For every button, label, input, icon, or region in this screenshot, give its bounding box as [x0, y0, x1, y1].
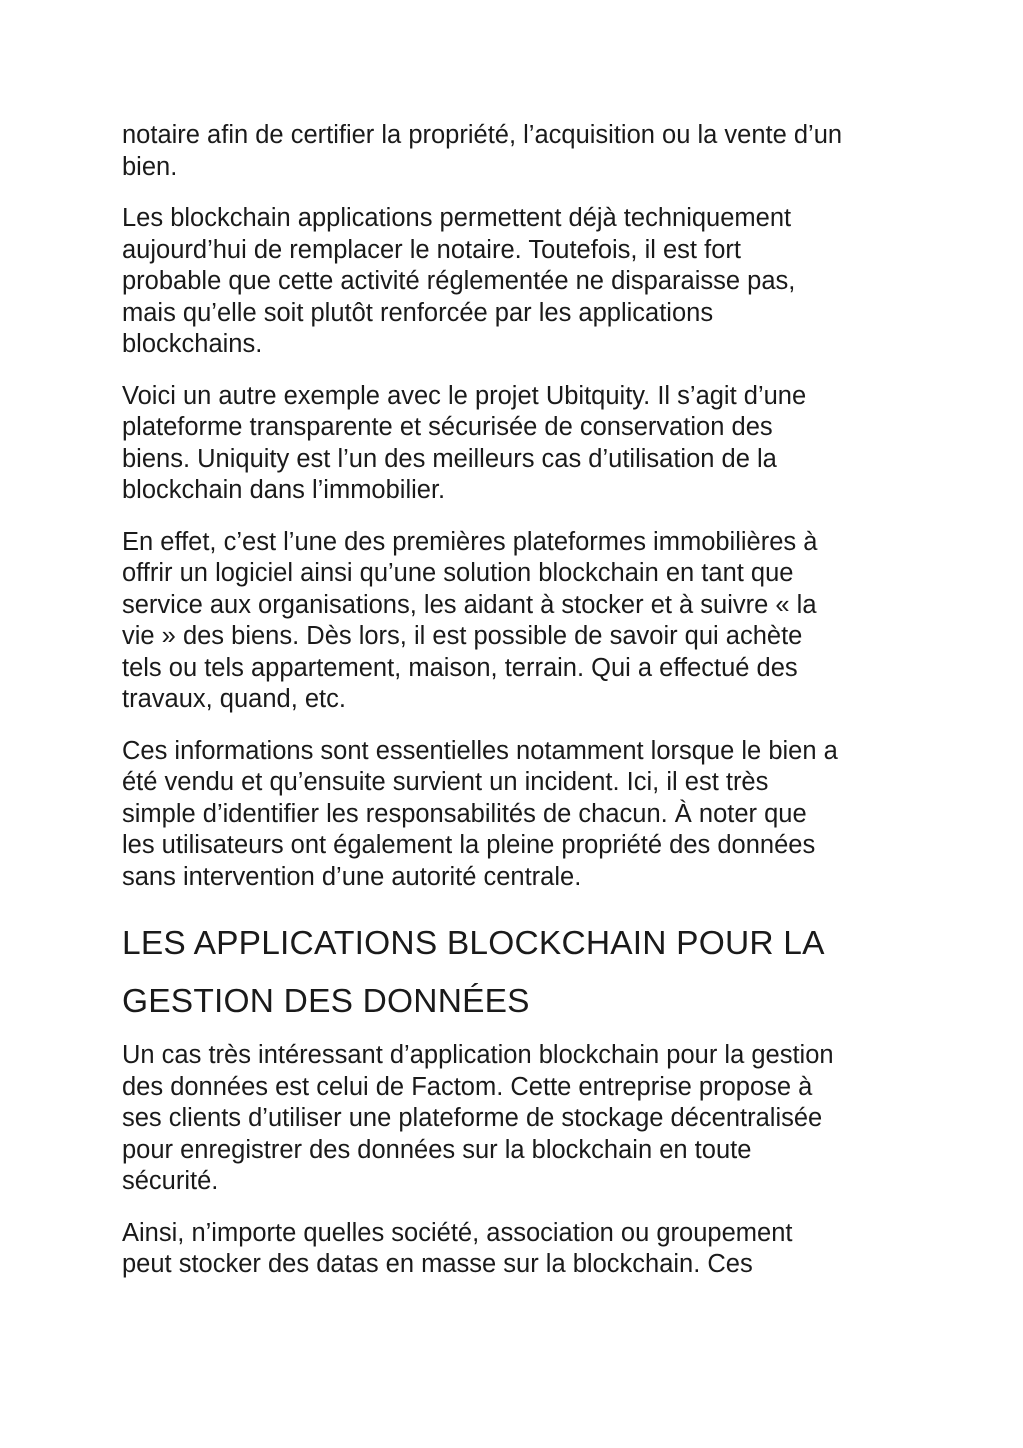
section-heading: LES APPLICATIONS BLOCKCHAIN POUR LA GESTION DES DONNÉES — [122, 925, 825, 1020]
paragraph-blockchain-notary: Les blockchain applications permettent déjà techniquement aujourd’hui de remplacer le notaire. Toutefois, il est fort probable que cette activité réglementée ne disparaisse pas, mais qu’elle soit plutôt renforcée par les applications blockchains. — [122, 204, 796, 358]
paragraph-factom: Un cas très intéressant d’application blockchain pour la gestion des données est celui de Factom. Cette entreprise propose à ses clients d’utiliser une plateforme de stockage décentralisée pour enregistrer des données sur la blockchain en toute sécurité. — [122, 1041, 834, 1195]
paragraph-information-responsibility: Ces informations sont essentielles notamment lorsque le bien a été vendu et qu’ensuite survient un incident. Ici, il est très simple d’identifier les responsabilités de chacun. À noter que les utilisateurs ont également la pleine propriété des données sans intervention d’une autorité centrale. — [122, 736, 838, 891]
paragraph-real-estate-platform: En effet, c’est l’une des premières plateformes immobilières à offrir un logiciel ainsi qu’une solution blockchain en tant que service aux organisations, les aidant à stocker et à suivre « la vie » des biens. Dès lors, il est possible de savoir qui achète tels ou tels appartement, maison, terrain. Qui a effectué des travaux, quand, etc. — [122, 527, 818, 713]
paragraph-ubitquity: Voici un autre exemple avec le projet Ubitquity. Il s’agit d’une plateforme transparente et sécurisée de conservation des biens. Uniquity est l’un des meilleurs cas d’utilisation de la blockchain dans l’immobilier. — [122, 381, 807, 504]
paragraph-notary-continuation: notaire afin de certifier la propriété, l’acquisition ou la vente d’un bien. — [122, 121, 843, 181]
document-page — [122, 120, 912, 1301]
paragraph-data-storage: Ainsi, n’importe quelles société, association ou groupement peut stocker des datas en masse sur la blockchain. Ces — [122, 1218, 793, 1278]
